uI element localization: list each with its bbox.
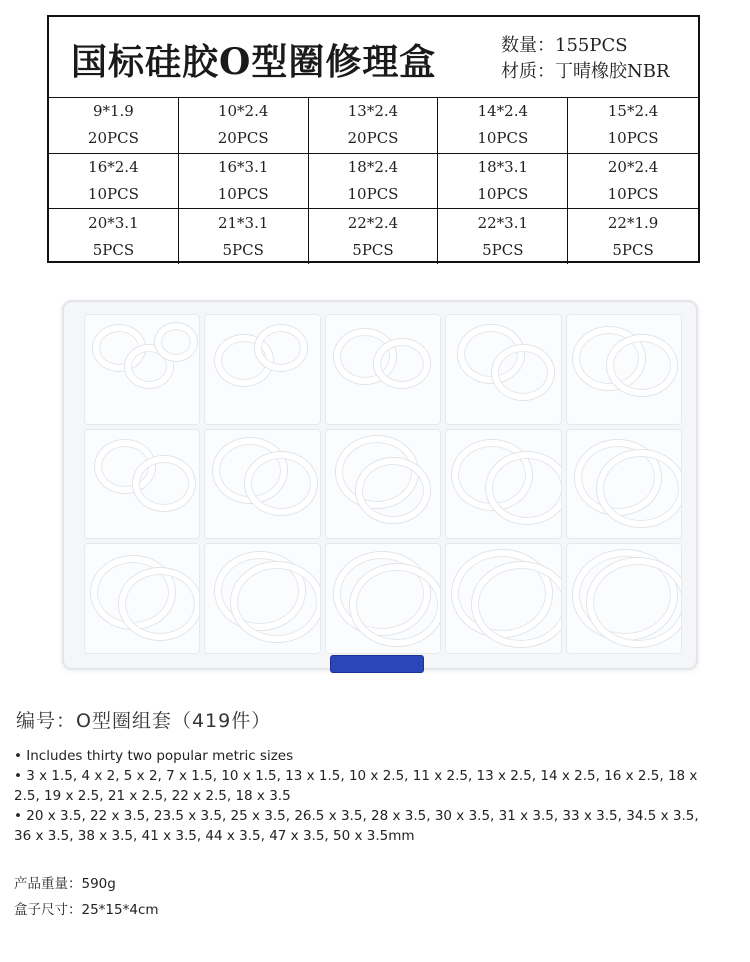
ring-size: 14*2.4 bbox=[477, 102, 529, 121]
o-ring-graphic bbox=[486, 452, 561, 524]
o-ring-graphic bbox=[155, 323, 197, 361]
spec-cell bbox=[438, 98, 568, 154]
spec-cell bbox=[309, 154, 439, 210]
o-ring-graphic bbox=[374, 339, 430, 388]
ring-size: 15*2.4 bbox=[607, 102, 659, 121]
box-compartment bbox=[84, 314, 200, 425]
ring-size: 16*2.4 bbox=[88, 157, 139, 176]
ring-quantity: 10PCS bbox=[477, 184, 529, 203]
spec-cell bbox=[49, 154, 179, 210]
ring-size: 16*3.1 bbox=[217, 157, 269, 176]
box-compartment bbox=[204, 314, 320, 425]
box-compartment bbox=[204, 429, 320, 540]
ring-size: 20*3.1 bbox=[88, 213, 139, 232]
o-ring-graphic bbox=[492, 345, 554, 400]
ring-size: 22*3.1 bbox=[477, 213, 529, 232]
spec-cell bbox=[568, 98, 698, 154]
box-compartment bbox=[84, 543, 200, 654]
quantity-label: 数量：155PCS bbox=[501, 35, 628, 56]
ring-size: 21*3.1 bbox=[217, 213, 269, 232]
ring-size: 10*2.4 bbox=[217, 102, 269, 121]
ring-quantity: 5PCS bbox=[352, 240, 394, 259]
spec-cell bbox=[568, 154, 698, 210]
spec-cell bbox=[568, 209, 698, 264]
box-compartment bbox=[566, 429, 682, 540]
box-compartment bbox=[84, 429, 200, 540]
ring-quantity: 10PCS bbox=[87, 184, 139, 203]
spec-cell bbox=[438, 154, 568, 210]
spec-cell bbox=[179, 154, 309, 210]
box-compartment bbox=[325, 429, 441, 540]
spec-cell bbox=[438, 209, 568, 264]
feature-item: • 20 x 3.5, 22 x 3.5, 23.5 x 3.5, 25 x 3.5, 26.5 x 3.5, 28 x 3.5, 30 x 3.5, 31 x 3.5, 33 x 3.5, 34.5 x 3.5, 36 x 3.5, 38 x 3.5, 41 x 3.5, 44 x 3.5, 47 x 3.5, 50 x 3.5mm bbox=[14, 808, 699, 844]
ring-quantity: 20PCS bbox=[87, 129, 139, 148]
o-ring-graphic bbox=[245, 452, 317, 515]
ring-quantity: 10PCS bbox=[607, 184, 659, 203]
box-compartment bbox=[445, 314, 561, 425]
ring-quantity: 10PCS bbox=[477, 129, 529, 148]
spec-header bbox=[49, 17, 698, 98]
spec-title: 国标硅胶O型圈修理盒 bbox=[71, 41, 437, 83]
box-compartment bbox=[325, 314, 441, 425]
ring-quantity: 20PCS bbox=[347, 129, 399, 148]
box-compartments bbox=[84, 314, 682, 654]
ring-quantity: 5PCS bbox=[92, 240, 135, 259]
box-compartment bbox=[445, 543, 561, 654]
o-ring-graphic bbox=[472, 562, 561, 647]
spec-cell bbox=[179, 209, 309, 264]
ring-size: 13*2.4 bbox=[347, 102, 399, 121]
ring-size: 22*2.4 bbox=[347, 213, 399, 232]
box-compartment bbox=[204, 543, 320, 654]
o-ring-graphic bbox=[255, 325, 307, 371]
box-compartment bbox=[566, 543, 682, 654]
product-code: 编号：O型圈组套（419件） bbox=[16, 710, 272, 732]
o-ring-graphic bbox=[119, 568, 200, 640]
ring-size: 9*1.9 bbox=[92, 102, 134, 121]
product-weight: 产品重量：590g bbox=[14, 876, 116, 892]
ring-size: 18*3.1 bbox=[477, 157, 529, 176]
ring-quantity: 20PCS bbox=[217, 129, 269, 148]
box-compartment bbox=[325, 543, 441, 654]
feature-item: • Includes thirty two popular metric sizes bbox=[14, 748, 294, 764]
spec-cell bbox=[49, 98, 179, 154]
o-ring-graphic bbox=[607, 335, 677, 396]
spec-grid bbox=[49, 98, 698, 264]
o-ring-graphic bbox=[133, 456, 195, 511]
ring-size: 20*2.4 bbox=[607, 157, 659, 176]
ring-quantity: 5PCS bbox=[222, 240, 264, 259]
ring-quantity: 10PCS bbox=[347, 184, 399, 203]
box-compartment bbox=[566, 314, 682, 425]
spec-cell bbox=[309, 209, 439, 264]
spec-cell bbox=[309, 98, 439, 154]
spec-cell bbox=[179, 98, 309, 154]
spec-table bbox=[47, 15, 700, 263]
ring-quantity: 10PCS bbox=[607, 129, 659, 148]
spec-cell bbox=[49, 209, 179, 264]
ring-size: 18*2.4 bbox=[347, 157, 399, 176]
ring-quantity: 5PCS bbox=[612, 240, 654, 259]
o-ring-graphic bbox=[350, 564, 441, 646]
spec-meta bbox=[501, 33, 670, 85]
box-size: 盒子尺寸：25*15*4cm bbox=[14, 902, 159, 918]
ring-quantity: 5PCS bbox=[482, 240, 524, 259]
o-ring-graphic bbox=[356, 458, 430, 523]
ring-size: 22*1.9 bbox=[607, 213, 659, 232]
ring-quantity: 10PCS bbox=[217, 184, 269, 203]
product-box-image bbox=[62, 300, 698, 670]
o-ring-graphic bbox=[597, 450, 682, 527]
material-label: 材质：丁晴橡胶NBR bbox=[501, 61, 670, 82]
box-latch bbox=[330, 655, 424, 673]
feature-item: • 3 x 1.5, 4 x 2, 5 x 2, 7 x 1.5, 10 x 1.5, 13 x 1.5, 10 x 2.5, 11 x 2.5, 13 x 2.5, 14 x 2.5, 16 x 2.5, 18 x 2.5, 19 x 2.5, 21 x 2.5, 22 x 2.5, 18 x 3.5 bbox=[14, 768, 698, 804]
feature-list bbox=[14, 746, 714, 846]
o-ring-graphic bbox=[231, 562, 320, 642]
box-compartment bbox=[445, 429, 561, 540]
